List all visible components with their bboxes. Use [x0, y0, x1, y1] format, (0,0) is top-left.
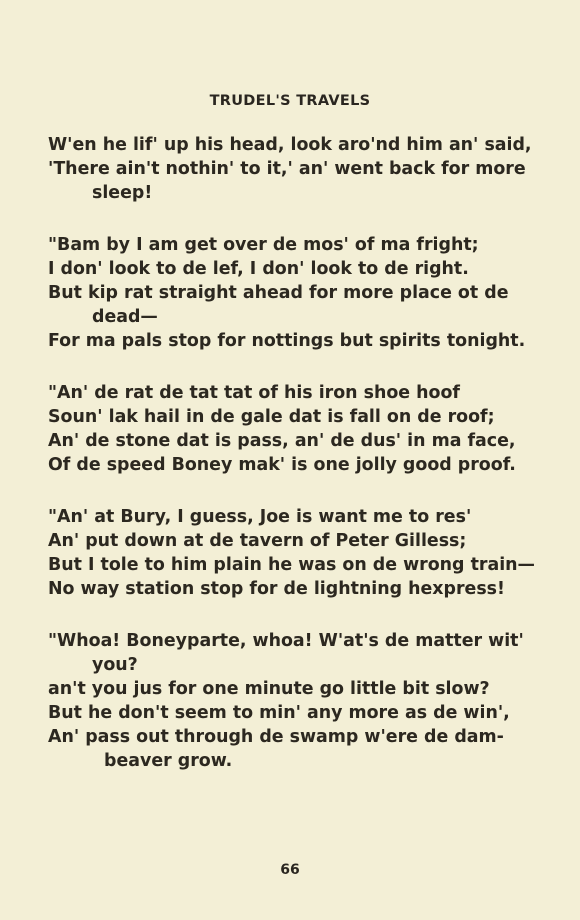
poem-line: But I tole to him plain he was on de wrong train—	[48, 555, 535, 575]
poem-line: an't you jus for one minute go little bit slow?	[48, 679, 490, 699]
stanza-2	[48, 233, 538, 353]
poem-line: 'There ain't nothin' to it,' an' went back for more	[48, 159, 526, 179]
poem-line: But he don't seem to min' any more as de win',	[48, 703, 510, 723]
poem-line: An' de stone dat is pass, an' de dus' in ma face,	[48, 431, 516, 451]
poem-line: W'en he lif' up his head, look aro'nd him an' said,	[48, 135, 532, 155]
stanza-1	[48, 133, 538, 205]
poem-line: No way station stop for de lightning hexpress!	[48, 579, 505, 599]
poem-line: Soun' lak hail in de gale dat is fall on de roof;	[48, 407, 495, 427]
poem-line: "Bam by I am get over de mos' of ma fright;	[48, 235, 479, 255]
stanza-5	[48, 629, 538, 773]
poem-line: An' put down at de tavern of Peter Gilless;	[48, 531, 467, 551]
running-header: TRUDEL'S TRAVELS	[209, 93, 371, 109]
poem-line: But kip rat straight ahead for more place ot de	[48, 283, 509, 303]
poem-line: An' pass out through de swamp w'ere de dam-	[48, 727, 504, 747]
poem-body	[48, 133, 538, 801]
poem-line-continuation: sleep!	[92, 183, 153, 203]
poem-line: For ma pals stop for nottings but spirits tonight.	[48, 331, 526, 351]
stanza-3	[48, 381, 538, 477]
poem-line: "An' de rat de tat tat of his iron shoe hoof	[48, 383, 460, 403]
poem-line-continuation: beaver grow.	[104, 751, 233, 771]
poem-line: Of de speed Boney mak' is one jolly good proof.	[48, 455, 516, 475]
poem-line-continuation: dead—	[92, 307, 158, 327]
poem-line: "Whoa! Boneyparte, whoa! W'at's de matter wit'	[48, 631, 524, 651]
poem-line: I don' look to de lef, I don' look to de right.	[48, 259, 469, 279]
page-number: 66	[280, 862, 300, 878]
stanza-4	[48, 505, 538, 601]
poem-line-continuation: you?	[92, 655, 138, 675]
poem-line: "An' at Bury, I guess, Joe is want me to res'	[48, 507, 472, 527]
